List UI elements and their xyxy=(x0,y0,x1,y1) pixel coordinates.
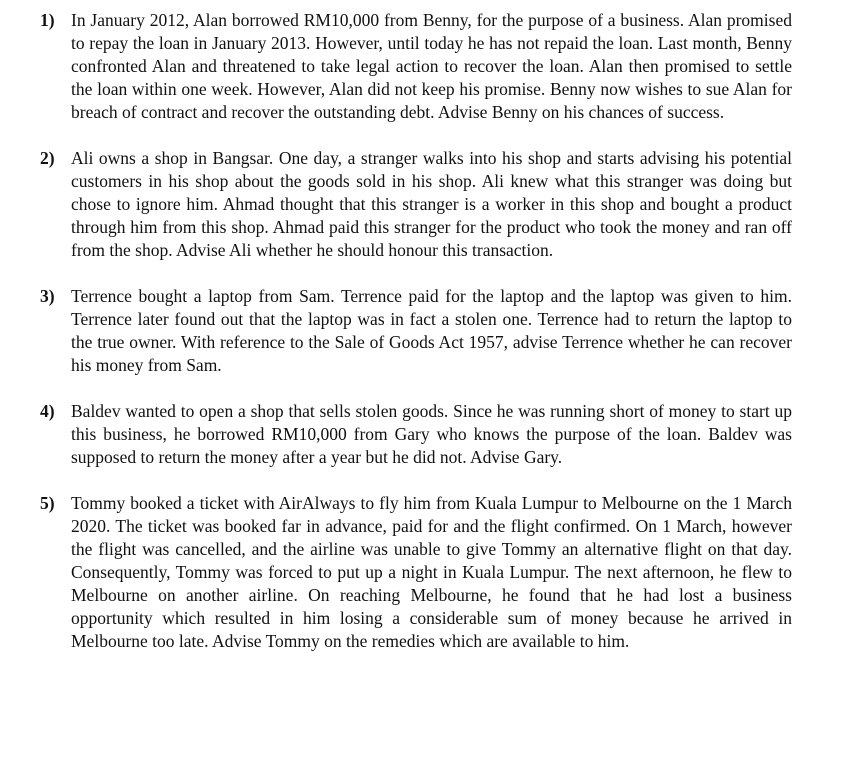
question-text: Terrence bought a laptop from Sam. Terrence paid for the laptop and the laptop was given to him. Terrence later found out that the laptop was in fact a stolen one. Terrence had to return the laptop to the true owner. With reference to the Sale of Goods Act 1957, advise Terrence whether he can recover his money from Sam. xyxy=(71,286,792,375)
question-list xyxy=(0,9,854,676)
question-number: 3) xyxy=(40,286,55,306)
question-number: 4) xyxy=(40,401,55,421)
question-4 xyxy=(0,400,792,469)
question-text: Baldev wanted to open a shop that sells stolen goods. Since he was running short of money to start up this business, he borrowed RM10,000 from Gary who knows the purpose of the loan. Baldev was supposed to return the money after a year but he did not. Advise Gary. xyxy=(71,401,792,467)
question-5 xyxy=(0,492,792,653)
question-text: Tommy booked a ticket with AirAlways to fly him from Kuala Lumpur to Melbourne on the 1 March 2020. The ticket was booked far in advance, paid for and the flight confirmed. On 1 March, however the flight was cancelled, and the airline was unable to give Tommy an alternative flight on that day. Consequently, Tommy was forced to put up a night in Kuala Lumpur. The next afternoon, he flew to Melbourne on another airline. On reaching Melbourne, he found that he had lost a business opportunity which resulted in him losing a considerable sum of money because he arrived in Melbourne too late. Advise Tommy on the remedies which are available to him. xyxy=(71,493,792,651)
question-number: 5) xyxy=(40,493,55,513)
question-3 xyxy=(0,285,792,377)
question-text: In January 2012, Alan borrowed RM10,000 from Benny, for the purpose of a business. Alan promised to repay the loan in January 2013. However, until today he has not repaid the loan. Last month, Benny confronted Alan and threatened to take legal action to recover the loan. Alan then promised to settle the loan within one week. However, Alan did not keep his promise. Benny now wishes to sue Alan for breach of contract and recover the outstanding debt. Advise Benny on his chances of success. xyxy=(71,10,792,122)
question-text: Ali owns a shop in Bangsar. One day, a stranger walks into his shop and starts advising his potential customers in his shop about the goods sold in his shop. Ali knew what this stranger was doing but chose to ignore him. Ahmad thought that this stranger is a worker in this shop and bought a product through him from this shop. Ahmad paid this stranger for the product who took the money and ran off from the shop. Advise Ali whether he should honour this transaction. xyxy=(71,148,792,260)
question-1 xyxy=(0,9,792,124)
question-number: 2) xyxy=(40,148,55,168)
question-number: 1) xyxy=(40,10,55,30)
question-2 xyxy=(0,147,792,262)
